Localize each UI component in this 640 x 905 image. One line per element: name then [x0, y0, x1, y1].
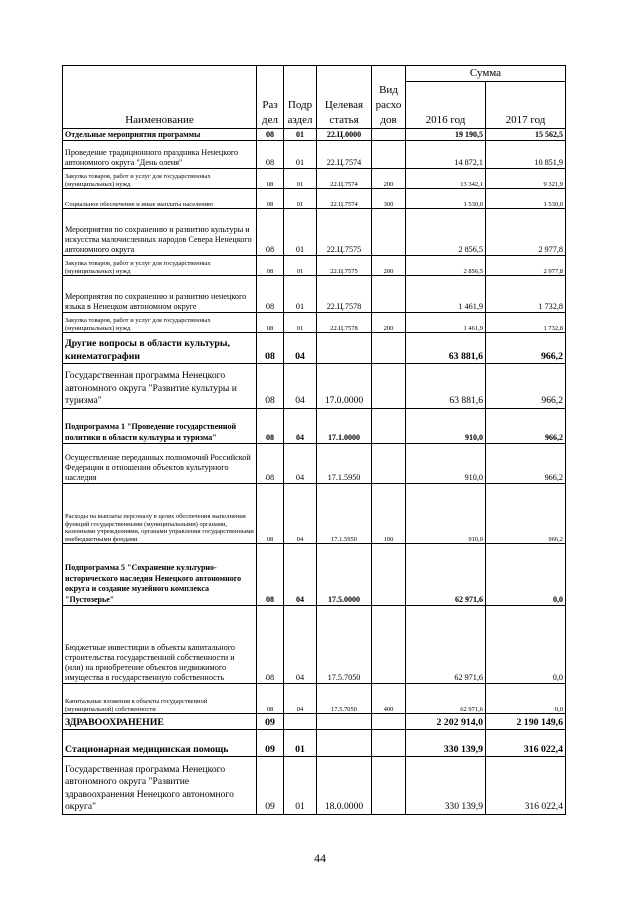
table-row	[63, 141, 566, 169]
row-name-text: ЗДРАВООХРАНЕНИЕ	[65, 717, 164, 728]
row-2016: 910,0	[406, 444, 486, 484]
row-vid: 400	[372, 684, 406, 714]
row-vid	[372, 606, 406, 684]
row-vid: 100	[372, 484, 406, 544]
col-name-header: Наименование	[63, 66, 257, 129]
row-target: 17.5.7050	[317, 606, 372, 684]
row-2016: 330 139,9	[406, 757, 486, 815]
row-2016: 63 881,6	[406, 364, 486, 409]
row-2017: 15 562,5	[486, 129, 566, 141]
row-target: 22.Ц.7574	[317, 141, 372, 169]
row-vid	[372, 730, 406, 757]
table-row	[63, 189, 566, 209]
row-target: 22.Ц.7578	[317, 276, 372, 313]
row-name-text: Подпрограмма 5 "Сохранение культурно-исторического наследия Ненецкого автономного округа и создание музейного комплекса "Пустозерье"	[65, 563, 242, 604]
row-2016: 1 461,9	[406, 313, 486, 333]
row-name-text: Другие вопросы в области культуры, кинематографии	[65, 338, 230, 362]
row-name	[63, 141, 257, 169]
row-name	[63, 714, 257, 730]
row-name-text: Осуществление переданных полномочий Российской Федерации в отношении объектов культурного наследия	[65, 453, 251, 482]
row-name	[63, 757, 257, 815]
table-row	[63, 409, 566, 444]
table-row	[63, 129, 566, 141]
table-row	[63, 209, 566, 256]
row-2017: 966,2	[486, 364, 566, 409]
row-2017: 1 530,0	[486, 189, 566, 209]
row-name	[63, 189, 257, 209]
table-body	[63, 129, 566, 815]
row-podrazdel: 01	[284, 757, 317, 815]
row-razdel: 08	[257, 276, 284, 313]
row-vid: 200	[372, 256, 406, 276]
row-name	[63, 544, 257, 606]
row-target: 22.Ц.7575	[317, 256, 372, 276]
row-target: 22.Ц.7574	[317, 189, 372, 209]
col-2017-header: 2017 год	[486, 82, 566, 129]
row-name	[63, 364, 257, 409]
row-razdel: 08	[257, 209, 284, 256]
row-name	[63, 684, 257, 714]
row-podrazdel	[284, 714, 317, 730]
row-name	[63, 276, 257, 313]
page-number: 44	[314, 851, 326, 865]
row-name-text: Проведение традиционного праздника Ненецкого автономного округа "День оленя"	[65, 148, 239, 167]
row-vid	[372, 141, 406, 169]
row-podrazdel: 04	[284, 409, 317, 444]
row-razdel: 08	[257, 684, 284, 714]
row-name-text: Расходы на выплаты персоналу в целях обеспечения выполнения функций государственными (муниципальными) органами, казенными учреждениями, органами управления государственными внебюджетными фондами	[65, 513, 254, 543]
table-row	[63, 544, 566, 606]
row-2017: 316 022,4	[486, 730, 566, 757]
row-razdel: 08	[257, 169, 284, 189]
row-podrazdel: 04	[284, 484, 317, 544]
row-2016: 330 139,9	[406, 730, 486, 757]
row-razdel: 09	[257, 730, 284, 757]
row-2016: 63 881,6	[406, 333, 486, 364]
row-podrazdel: 01	[284, 189, 317, 209]
row-target: 17.1.5950	[317, 444, 372, 484]
row-2017: 2 977,8	[486, 256, 566, 276]
table-row	[63, 256, 566, 276]
table-row	[63, 364, 566, 409]
row-name	[63, 169, 257, 189]
row-vid	[372, 544, 406, 606]
row-target	[317, 714, 372, 730]
row-target: 17.1.5950	[317, 484, 372, 544]
row-2017: 0,0	[486, 684, 566, 714]
row-2016: 13 342,1	[406, 169, 486, 189]
row-razdel: 08	[257, 256, 284, 276]
row-vid: 300	[372, 189, 406, 209]
row-razdel: 08	[257, 333, 284, 364]
row-2017: 966,2	[486, 409, 566, 444]
row-razdel: 08	[257, 606, 284, 684]
row-name-text: Капитальные вложения в объекты государственной (муниципальной) собственности	[65, 698, 208, 713]
row-2016: 910,0	[406, 409, 486, 444]
row-name	[63, 606, 257, 684]
row-name	[63, 333, 257, 364]
col-vid-header: Вид расхо дов	[372, 66, 406, 129]
table-row	[63, 276, 566, 313]
table-row	[63, 313, 566, 333]
table-row	[63, 333, 566, 364]
row-name-text: Подпрограмма 1 "Проведение государственной политики в области культуры и туризма"	[65, 422, 237, 442]
row-2017: 0,0	[486, 606, 566, 684]
row-target: 17.0.0000	[317, 364, 372, 409]
table-row	[63, 606, 566, 684]
row-2017: 1 732,8	[486, 276, 566, 313]
row-razdel: 08	[257, 189, 284, 209]
row-2016: 62 971,6	[406, 684, 486, 714]
row-target	[317, 730, 372, 757]
row-target: 18.0.0000	[317, 757, 372, 815]
row-name-text: Бюджетные инвестиции в объекты капитального строительства государственной собственности и (или) на приобретение объектов недвижимого имущества в государственную собственность	[65, 643, 235, 682]
row-razdel: 08	[257, 444, 284, 484]
row-vid	[372, 209, 406, 256]
row-name	[63, 256, 257, 276]
row-vid: 200	[372, 313, 406, 333]
row-2017: 2 977,8	[486, 209, 566, 256]
row-target	[317, 333, 372, 364]
table-row	[63, 757, 566, 815]
row-vid: 200	[372, 169, 406, 189]
row-name-text: Мероприятия по сохранению и развитию ненецкого языка в Ненецком автономном округе	[65, 292, 247, 311]
row-razdel: 09	[257, 757, 284, 815]
row-podrazdel: 01	[284, 209, 317, 256]
row-name-text: Мероприятия по сохранению и развитию культуры и искусства малочисленных народов Севера Ненецкого автономного округа	[65, 225, 252, 254]
row-name	[63, 484, 257, 544]
row-vid	[372, 714, 406, 730]
row-2016: 2 856,5	[406, 209, 486, 256]
col-podrazdel-header: Подр аздел	[284, 66, 317, 129]
row-razdel: 09	[257, 714, 284, 730]
row-podrazdel: 01	[284, 256, 317, 276]
table-header	[63, 66, 566, 129]
row-target: 22.Ц.7578	[317, 313, 372, 333]
row-target: 22.Ц.7574	[317, 169, 372, 189]
row-razdel: 08	[257, 544, 284, 606]
row-name-text: Отдельные мероприятия программы	[65, 129, 201, 139]
row-name	[63, 209, 257, 256]
row-name-text: Социальное обеспечение и иные выплаты населению	[65, 200, 214, 208]
row-target: 22.Ц.7575	[317, 209, 372, 256]
row-name-text: Закупка товаров, работ и услуг для государственных (муниципальных) нужд	[65, 173, 211, 188]
row-podrazdel: 04	[284, 444, 317, 484]
row-2016: 2 202 914,0	[406, 714, 486, 730]
budget-table	[62, 65, 566, 815]
row-name	[63, 730, 257, 757]
row-name	[63, 444, 257, 484]
row-podrazdel: 04	[284, 606, 317, 684]
row-name-text: Государственная программа Ненецкого автономного округа "Развитие здравоохранения Ненецкого автономного округа"	[65, 763, 234, 813]
table-row	[63, 169, 566, 189]
row-2016: 62 971,6	[406, 544, 486, 606]
row-name	[63, 313, 257, 333]
row-vid	[372, 364, 406, 409]
row-podrazdel: 04	[284, 364, 317, 409]
table-row	[63, 714, 566, 730]
row-podrazdel: 01	[284, 169, 317, 189]
row-2016: 910,0	[406, 484, 486, 544]
col-razdel-header: Раз дел	[257, 66, 284, 129]
row-vid	[372, 444, 406, 484]
row-razdel: 08	[257, 364, 284, 409]
table-row	[63, 730, 566, 757]
row-vid	[372, 757, 406, 815]
row-podrazdel: 01	[284, 129, 317, 141]
row-razdel: 08	[257, 313, 284, 333]
row-name	[63, 409, 257, 444]
row-name-text: Государственная программа Ненецкого автономного округа "Развитие культуры и туризма"	[65, 370, 237, 407]
row-podrazdel: 01	[284, 141, 317, 169]
row-target: 17.5.7050	[317, 684, 372, 714]
row-razdel: 08	[257, 141, 284, 169]
row-podrazdel: 04	[284, 544, 317, 606]
row-vid	[372, 129, 406, 141]
row-2017: 966,2	[486, 444, 566, 484]
col-summa-header: Сумма	[406, 66, 566, 82]
row-name-text: Закупка товаров, работ и услуг для государственных (муниципальных) нужд	[65, 317, 211, 332]
table-row	[63, 484, 566, 544]
row-podrazdel: 04	[284, 684, 317, 714]
row-2017: 10 851,9	[486, 141, 566, 169]
row-vid	[372, 333, 406, 364]
row-2016: 2 856,5	[406, 256, 486, 276]
row-razdel: 08	[257, 129, 284, 141]
row-2016: 14 872,1	[406, 141, 486, 169]
row-2016: 1 461,9	[406, 276, 486, 313]
row-2016: 1 530,0	[406, 189, 486, 209]
row-target: 22.Ц.0000	[317, 129, 372, 141]
row-razdel: 08	[257, 484, 284, 544]
row-name	[63, 129, 257, 141]
row-name-text: Закупка товаров, работ и услуг для государственных (муниципальных) нужд	[65, 260, 211, 275]
row-podrazdel: 01	[284, 276, 317, 313]
col-2016-header: 2016 год	[406, 82, 486, 129]
row-2017: 2 190 149,6	[486, 714, 566, 730]
row-name-text: Стационарная медицинская помощь	[65, 744, 229, 755]
row-2016: 19 190,5	[406, 129, 486, 141]
table-row	[63, 684, 566, 714]
col-target-header: Целевая статья	[317, 66, 372, 129]
row-2017: 9 321,9	[486, 169, 566, 189]
row-2017: 966,2	[486, 484, 566, 544]
row-podrazdel: 04	[284, 333, 317, 364]
row-razdel: 08	[257, 409, 284, 444]
row-podrazdel: 01	[284, 730, 317, 757]
row-target: 17.5.0000	[317, 544, 372, 606]
table-row	[63, 444, 566, 484]
row-podrazdel: 01	[284, 313, 317, 333]
row-vid	[372, 276, 406, 313]
row-2017: 316 022,4	[486, 757, 566, 815]
row-2017: 1 732,8	[486, 313, 566, 333]
row-2016: 62 971,6	[406, 606, 486, 684]
row-vid	[372, 409, 406, 444]
row-target: 17.1.0000	[317, 409, 372, 444]
row-2017: 0,0	[486, 544, 566, 606]
row-2017: 966,2	[486, 333, 566, 364]
